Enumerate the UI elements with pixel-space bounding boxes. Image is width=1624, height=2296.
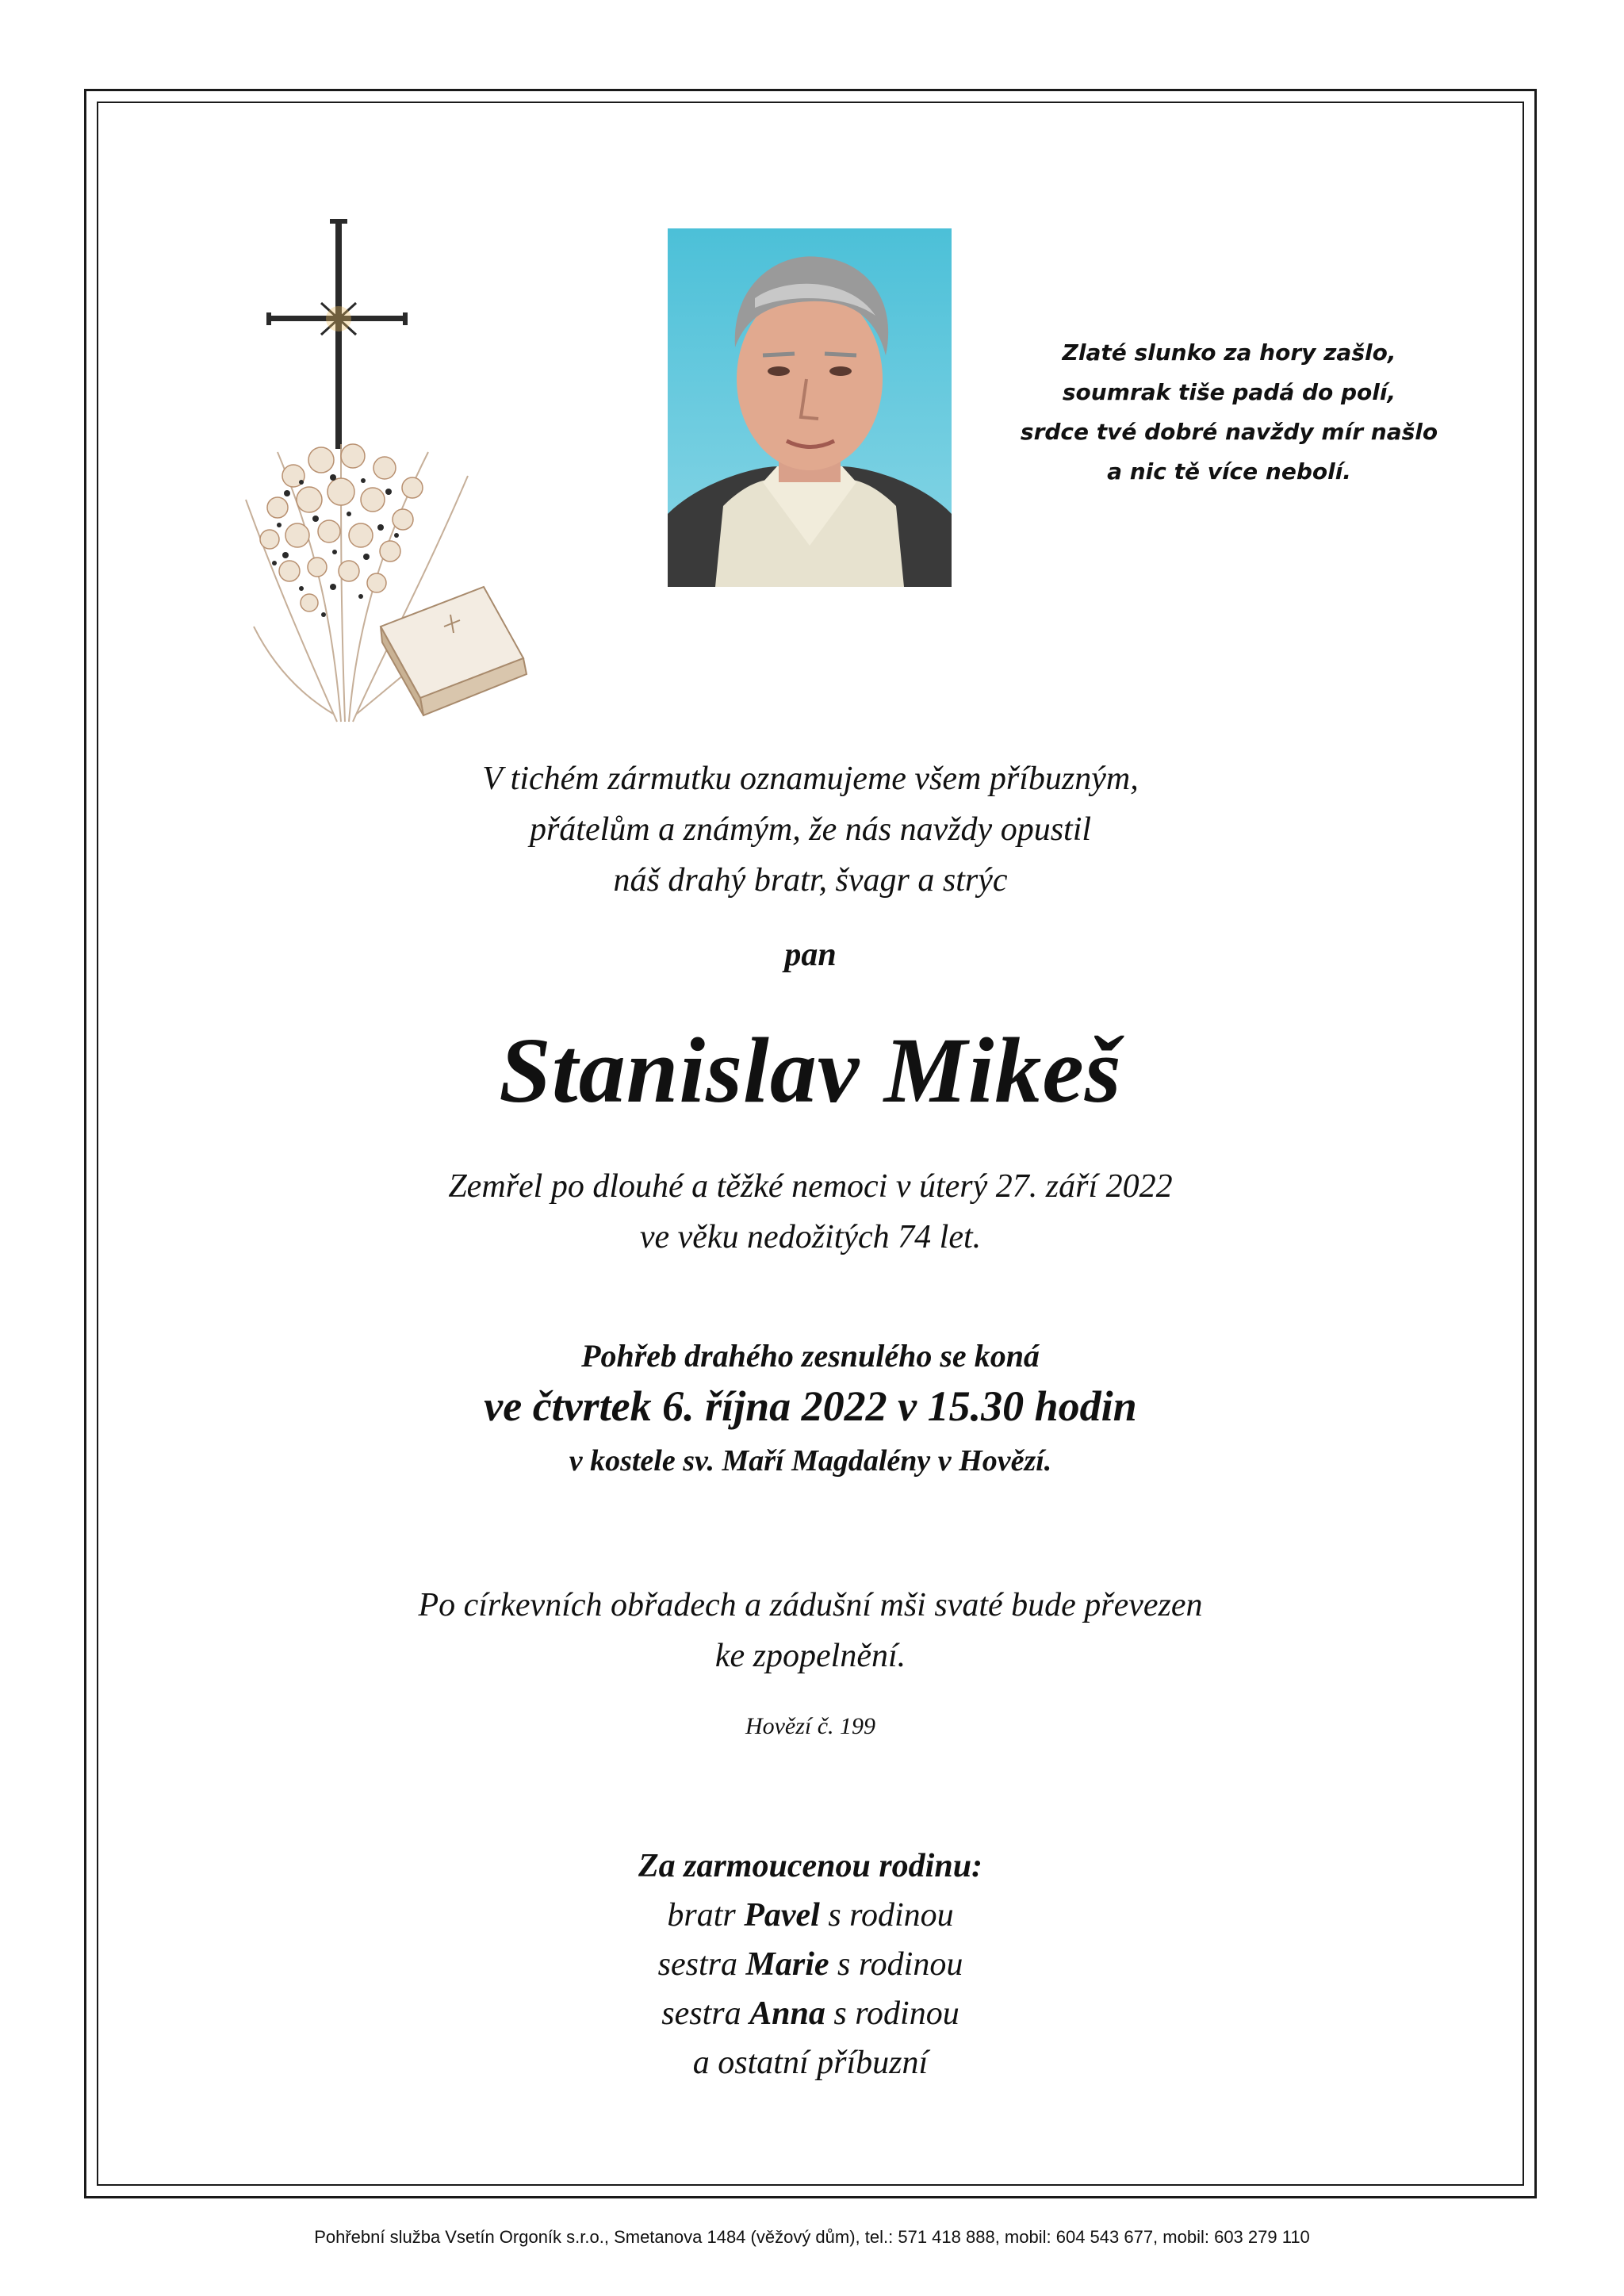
family-heading: Za zarmoucenou rodinu:: [638, 1848, 983, 1884]
family-member: [97, 1891, 1524, 1940]
member-relation: sestra: [657, 1946, 738, 1983]
memorial-poem: [1007, 333, 1451, 492]
funeral-intro: Pohřeb drahého zesnulého se koná: [581, 1338, 1040, 1374]
announcement-line: V tichém zármutku oznamujeme všem příbuzným,: [482, 761, 1139, 797]
poem-line: soumrak tiše padá do polí,: [1062, 379, 1396, 405]
family-member: [97, 1989, 1524, 2038]
member-name: Anna: [749, 1995, 825, 2032]
after-line: ke zpopelnění.: [714, 1638, 906, 1674]
book-icon: [381, 587, 527, 715]
funeral-place: v kostele sv. Maří Magdalény v Hovězí.: [569, 1444, 1052, 1478]
member-relation: bratr: [667, 1897, 736, 1934]
death-line: ve věku nedožitých 74 let.: [639, 1219, 982, 1255]
portrait-photo: [668, 228, 952, 587]
family-signature: [97, 1842, 1524, 2087]
poem-line: Zlaté slunko za hory zašlo,: [1062, 339, 1396, 366]
cross-flowers-decoration: [222, 214, 571, 738]
member-name: Marie: [745, 1946, 829, 1983]
member-suffix: s rodinou: [837, 1946, 963, 1983]
cross-icon: [266, 219, 408, 449]
funeral-service-footer: Pohřební služba Vsetín Orgoník s.r.o., Smetanova 1484 (věžový dům), tel.: 571 418 888, mobil: 604 543 677, mobil: 603 279 110: [314, 2227, 1310, 2247]
home-address: Hovězí č. 199: [745, 1713, 876, 1739]
member-suffix: s rodinou: [828, 1897, 954, 1934]
after-ceremony-text: [97, 1580, 1524, 1681]
announcement-text: [97, 753, 1524, 906]
poem-line: a nic tě více nebolí.: [1107, 458, 1351, 485]
honorific: pan: [784, 937, 837, 973]
death-line: Zemřel po dlouhé a těžké nemoci v úterý 27. září 2022: [448, 1168, 1173, 1205]
death-details: [97, 1161, 1524, 1263]
announcement-line: náš drahý bratr, švagr a strýc: [613, 862, 1008, 899]
family-closing: a ostatní příbuzní: [692, 2045, 929, 2081]
member-relation: sestra: [661, 1995, 741, 2032]
family-member: [97, 1940, 1524, 1989]
deceased-name: Stanislav Mikeš: [499, 1018, 1122, 1122]
after-line: Po církevních obřadech a zádušní mši svaté bude převezen: [418, 1587, 1203, 1623]
funeral-datetime: ve čtvrtek 6. října 2022 v 15.30 hodin: [484, 1382, 1137, 1430]
poem-line: srdce tvé dobré navždy mír našlo: [1020, 419, 1438, 445]
member-name: Pavel: [744, 1897, 820, 1934]
member-suffix: s rodinou: [833, 1995, 959, 2032]
announcement-line: přátelům a známým, že nás navždy opustil: [529, 811, 1092, 848]
